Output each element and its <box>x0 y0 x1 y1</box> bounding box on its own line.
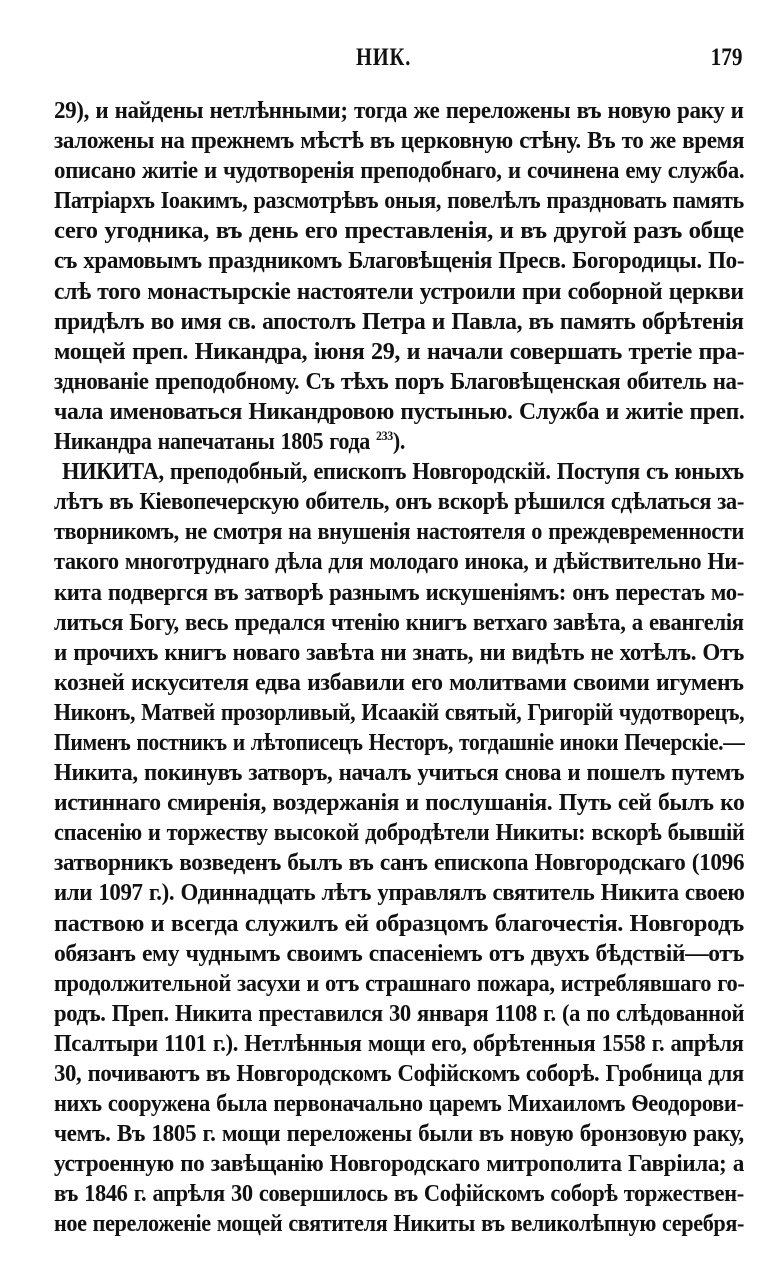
text-line: Пименъ постникъ и лѣтописецъ Несторъ, тогдашніе иноки Печерскіе.— <box>54 729 745 756</box>
text-line: зднованіе преподобному. Съ тѣхъ поръ Благовѣщенская обитель на- <box>54 368 744 395</box>
text-line: паствою и всегда служилъ ей образцомъ благочестія. Новгородъ <box>54 910 744 937</box>
text-line: истиннаго смиренія, воздержанія и послушанія. Путь сей былъ ко <box>54 790 745 817</box>
text-line: описано житіе и чудотворенія преподобнаго, и сочинена ему служба. <box>54 158 745 185</box>
text-line: въ 1846 г. апрѣля 30 совершилось въ Софійскомъ соборѣ торжествен- <box>54 1181 744 1208</box>
text-line: затворникъ возведенъ былъ въ санъ епископа Новгородскаго (1096 <box>54 850 745 877</box>
text-line: мощей преп. Никандра, іюня 29, и начали совершать третіе пра- <box>54 338 745 365</box>
entry-heading-line: НИКИТА, преподобный, епископъ Новгородскій. Поступя съ юныхъ <box>62 459 744 486</box>
text-line: сего угодника, въ день его преставленія, и въ другой разъ обще <box>54 218 744 245</box>
text-line: нихъ сооружена была первоначально царемъ Михаиломъ Ѳеодорови- <box>54 1091 744 1118</box>
text-line: Никита, покинувъ затворъ, началъ учиться снова и пошелъ путемъ <box>54 760 745 787</box>
text-line-paragraph-end <box>54 427 744 457</box>
running-head <box>0 44 766 76</box>
text-line: съ храмовымъ праздникомъ Благовѣщенія Пресв. Богородицы. По- <box>54 248 745 275</box>
body-text <box>54 96 744 1240</box>
text-line: или 1097 г.). Одиннадцать лѣтъ управлялъ святитель Никита своею <box>54 880 745 907</box>
text-line: ное переложеніе мощей святителя Никиты въ великолѣпную серебря- <box>54 1211 744 1238</box>
text-line: чала именоваться Никандровою пустынью. Служба и житіе преп. <box>54 398 745 425</box>
text-line: такого многотруднаго дѣла для молодаго инока, и дѣйствительно Ни- <box>54 549 744 576</box>
text-line: 30, почиваютъ въ Новгородскомъ Софійскомъ соборѣ. Гробница для <box>54 1061 744 1087</box>
text-line: 29), и найдены нетлѣнными; тогда же переложены въ новую раку и <box>54 98 744 124</box>
paragraph-end-text: Никандра напечатаны 1805 года 233). <box>54 428 405 456</box>
text-line: слѣ того монастырскіе настоятели устроили при соборной церкви <box>54 278 744 305</box>
running-title: НИК. <box>356 44 412 71</box>
text-line: придѣлъ во имя св. апостолъ Петра и Павла, въ память обрѣтенія <box>54 308 744 335</box>
text-line: кита подвергся въ затворѣ разнымъ искушеніямъ: онъ перестаъ мо- <box>54 579 744 606</box>
text-line: обязанъ ему чуднымъ своимъ спасеніемъ отъ двухъ бѣдствій—отъ <box>54 940 744 967</box>
text-line: и прочихъ книгъ новаго завѣта ни знать, ни видѣть не хотѣлъ. Отъ <box>54 639 744 666</box>
text-line: творникомъ, не смотря на внушенія настоятеля о преждевременности <box>54 519 744 546</box>
text-line: козней искусителя едва избавили его молитвами своими игуменъ <box>54 669 744 696</box>
text-line: продолжительной засухи и отъ страшнаго пожара, истреблявшаго го- <box>54 970 745 997</box>
text-line: Патріархъ Іоакимъ, разсмотрѣвъ оныя, повелѣлъ праздновать память <box>54 188 744 215</box>
text-line: Никонъ, Матвей прозорливый, Исаакій святый, Григорій чудотворецъ, <box>54 699 745 726</box>
text-line: спасенію и торжеству высокой добродѣтели Никиты: вскорѣ бывшій <box>54 820 745 847</box>
page-number: 179 <box>710 44 742 71</box>
text-line: лѣтъ въ Кіевопечерскую обитель, онъ вскорѣ рѣшился сдѣлаться за- <box>54 489 744 516</box>
text-line: устроенную по завѣщанію Новгородскаго митрополита Гавріила; а <box>54 1151 744 1178</box>
text-line: заложены на прежнемъ мѣстѣ въ церковную стѣну. Въ то же время <box>54 128 745 155</box>
text-line: Псалтыри 1101 г.). Нетлѣнныя мощи его, обрѣтенныя 1558 г. апрѣля <box>54 1030 744 1057</box>
text-line: литься Богу, весь предался чтенію книгъ ветхаго завѣта, а евангелія <box>54 609 744 636</box>
text-line: чемъ. Въ 1805 г. мощи переложены были въ новую бронзовую раку, <box>54 1121 744 1148</box>
text-line: родъ. Преп. Никита преставился 30 января 1108 г. (а по слѣдованной <box>54 1000 745 1027</box>
